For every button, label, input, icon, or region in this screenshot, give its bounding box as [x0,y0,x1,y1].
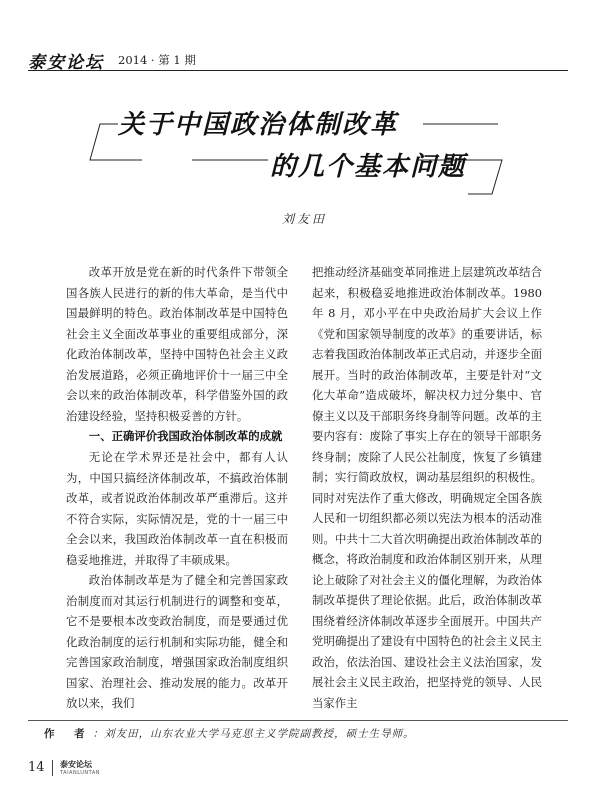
footnote-text: ：刘友田，山东农业大学马克思主义学院副教授，硕士生导师。 [92,728,415,740]
body-column-left [66,262,288,714]
intro-paragraph: 改革开放是党在新的时代条件下带领全国各族人民进行的新的伟大革命，是当代中国最鲜明的特色。政治体制改革是中国特色社会主义全面改革事业的重要组成部分，深化政治体制改革，坚持中国特色社会主义政治发展道路，必须正确地评价十一届三中全会以来的政治体制改革，科学借鉴外国的政治建设经验，坚持积极妥善的方针。 [66,265,288,423]
footer-journal-name: 泰安论坛 [60,759,92,769]
body-paragraph: 把推动经济基础变革同推进上层建筑改革结合起来，积极稳妥地推进政治体制改革。1980 年 8 月，邓小平在中央政治局扩大会议上作《党和国家领导制度的改革》的重要讲话，标志着我国政治体制改革正式启动，并逐步全面展开。当时的政治体制改革，主要是针对“文化大革命”造成破坏，解决权力过分集中、官僚主义以及干部职务终身制等问题。改革的主要内容有：废除了事实上存在的领导干部职务终身制；废除了人民公社制度，恢复了乡镇建制；实行简政放权，调动基层组织的积极性。同时对宪法作了重大修改，明确规定全国各族人民和一切组织都必须以宪法为根本的活动准则。中共十二大首次明确提出政治体制改革的概念，将政治制度和政治体制区别开来，从理论上破除了对社会主义的僵化理解，为政治体制改革提供了理论依据。此后，政治体制改革围绕着经济体制改革逐步全面展开。中国共产党明确提出了建设有中国特色的社会主义民主政治，依法治国、建设社会主义法治国家，发展社会主义民主政治，把坚持党的领导、人民当家作主 [312,265,542,710]
article-author: 刘友田 [282,212,328,226]
body-paragraph: 政治体制改革是为了健全和完善国家政治制度而对其运行机制进行的调整和变革，它不是要根本改变政治制度，而是要通过优化政治制度的运行机制和实际功能，健全和完善国家政治制度，增强国家政治制度组织国家、治理社会、推动发展的能力。改革开放以来，我们 [66,573,288,710]
author-footnote [44,726,415,741]
section-heading: 一、正确评价我国政治体制改革的成就 [88,429,283,443]
header-rule [28,70,568,71]
body-paragraph: 无论在学术界还是社会中，都有人认为，中国只搞经济体制改革，不搞政治体制改革，或者说政治体制改革严重滞后。这并不符合实际，实际情况是，党的十一届三中全会以来，我国政治体制改革一直在积极而稳妥地推进，并取得了丰硕成果。 [66,450,288,567]
footer-separator [52,760,53,776]
footnote-rule [28,720,568,721]
article-title-line2: 的几个基本问题 [270,152,467,182]
body-column-right [312,262,542,713]
footer-journal-pinyin: TAIANLUNTAN [60,770,100,776]
article-title-line1: 关于中国政治体制改革 [118,110,399,140]
journal-logo: 泰安论坛 [28,53,104,73]
page-number: 14 [28,760,45,775]
journal-issue: 2014 · 第 1 期 [118,53,196,67]
footnote-label: 作 者 [44,728,93,740]
